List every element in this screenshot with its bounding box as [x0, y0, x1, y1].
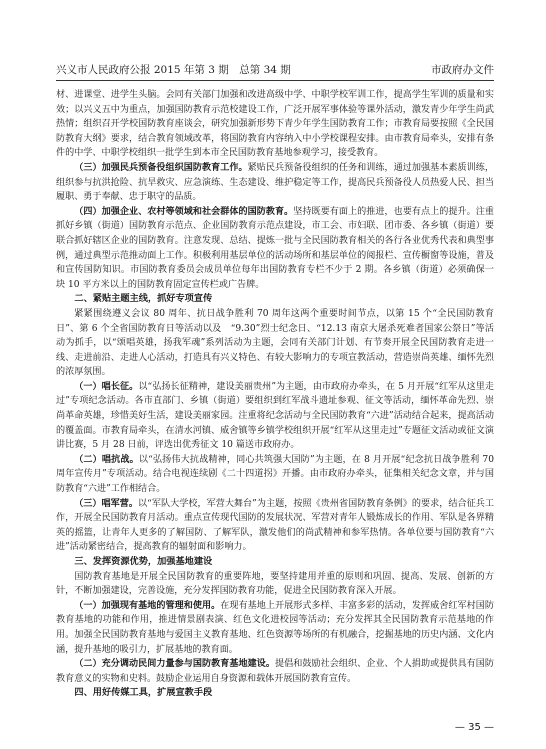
paragraph: 紧紧围绕遵义会议 80 周年、抗日战争胜利 70 周年这两个重要时间节点，以第 15 个“全民国防教育日”、第 6 个全省国防教育日等活动以及 “9.30”烈士纪念日、“12.13 南京大屠杀死难者国家公祭日”等活动为抓手，以“颂唱英雄，扬我军魂”系列活动为主题，会同有关部门计划、有节奏开展全民国防教育走进一线、走进前沿、走进人心活动，打造具有兴义特色、有较大影响力的专项宣教活动，营造崇尚英雄、缅怀先烈的浓厚氛围。 [56, 308, 494, 378]
publication-title: 兴义市人民政府公报 2015 年第 3 期 总第 34 期 [56, 64, 291, 76]
paragraph: 材、进课堂、进学生头脑。会同有关部门加强和改进高级中学、中职学校军训工作，提高学生军训的质量和实效；以兴义五中为重点，加强国防教育示范校建设工作，广泛开展军事体验等课外活动，激发青少年学生尚武热情；组织召开学校国防教育座谈会，研究加强新形势下青少年学生国防教育工作；市教育局要按照《全民国防教育大纲》要求，结合教育领域改革，将国防教育内容纳入中小学校课程安排。由市教育局牵头，安排有条件的中学、中职学校组织一批学生到本市全民国防教育基地参观学习，接受教育。 [56, 90, 494, 159]
subheading: （三）加强民兵预备役组织国防教育工作。 [74, 162, 248, 173]
paragraph [56, 205, 494, 293]
paragraph-text: 提倡和鼓励社会组织、企业、个人捐助或提供具有国防教育意义的实物和史料。鼓励企业运用自身资源和载体开展国防教育宣传。 [56, 659, 494, 684]
paragraph [56, 380, 494, 453]
paragraph-text: 紧贴民兵预备役组织的任务和训练，通过加强基本素质训练，组织参与抗洪抢险、抗旱救灾、应急演练、生态建设、维护稳定等工作，提高民兵预备役人员热爱人民、担当履职、勇于奉献、忠于职守的品质。 [56, 162, 494, 203]
document-body [56, 88, 494, 701]
section-heading: 四、用好传媒工具，扩展宣教手段 [74, 687, 213, 699]
subheading: （二）唱抗战。 [74, 454, 139, 465]
section-heading: 三、发挥资源优势，加强基地建设 [74, 556, 213, 567]
paragraph [56, 599, 494, 657]
subheading: （一）加强现有基地的管理和使用。 [74, 600, 221, 611]
section-title: 市政府办文件 [431, 64, 494, 76]
paragraph-text: 坚持既要有面上的推进，也要有点上的提升。注重抓好乡镇（街道）国防教育示范点、企业国防教育示范点建设，市工会、市妇联、团市委、各乡镇（街道）要联合抓好辖区企业的国防教育。注意发现、总结、提炼一批与全民国防教育相关的各行各业优秀代表和典型事例，通过典型示范推动面上工作。积极利用基层单位的活动场所和基层单位的阅报栏、宣传橱窗等设施，普及和宣传国防知识。市国防教育委员会成员单位每年出国防教育专栏不少于 2 期。各乡镇（街道）必须确保一块 10 平方米以上的国防教育固定宣传栏或广告牌。 [56, 206, 494, 290]
page-header [56, 62, 494, 81]
page-number: — 35 — [454, 722, 494, 733]
section-heading: 二、紧贴主题主线，抓好专项宣传 [74, 293, 213, 305]
paragraph-text: 在现有基地上开展形式多样、丰富多彩的活动，发挥威舍红军村国防教育基地的功能和作用，推进情景剧表演、红色文化进校园等活动；充分发挥其全民国防教育示范基地的作用。加强全民国防教育基地与爱国主义教育基地、红色资源等场所的有机融合，挖掘基地的历史内涵、文化内涵，提升基地的吸引力，扩展基地的教育面。 [56, 600, 494, 655]
paragraph-text: 以“军队大学校，军营大舞台”为主题，按照《贵州省国防教育条例》的要求，结合征兵工作，开展全民国防教育月活动。重点宣传现代国防的发展状况、军营对青年人锻炼成长的作用、军队是各界精英的摇篮，让青年人更多的了解国防、了解军队，激发他们的尚武精神和参军热情。各单位要与国防教育“六进”活动紧密结合，提高教育的辐射面和影响力。 [56, 498, 494, 553]
paragraph [56, 161, 494, 205]
subheading: （四）加强企业、农村等领域和社会群体的国防教育。 [74, 206, 294, 217]
paragraph: 国防教育基地是开展全民国防教育的重要阵地，要坚持建用并重的原则和巩固、提高、发展、创新的方针，不断加强建设，完善设施，充分发挥国防教育功能，促进全民国防教育深入开展。 [56, 571, 494, 597]
paragraph [56, 657, 494, 686]
paragraph [56, 453, 494, 497]
subheading: （三）唱军营。 [74, 498, 139, 509]
subheading: （一）唱长征。 [74, 381, 139, 392]
paragraph-text: 以“弘扬伟大抗战精神，同心共筑强大国防”为主题，在 8 月开展“纪念抗日战争胜利 70 周年宣传月”专项活动。结合电视连续剧《二十四道拐》开播。由市政府办牵头，征集相关纪念文章，并与国防教育“六进”工作相结合。 [56, 454, 494, 495]
paragraph-text: 以“弘扬长征精神，建设美丽贵州”为主题，由市政府办牵头，在 5 月开展“红军从这里走过”专项纪念活动。各市直部门、乡镇（街道）要组织到红军战斗遗址参观、征文等活动，缅怀革命先烈、崇尚革命英雄，珍惜美好生活，建设美丽家园。注重将纪念活动与全民国防教育“六进”活动结合起来，提高活动的覆盖面。市教育局牵头，在清水河镇、威舍镇等乡镇学校组织开展“红军从这里走过”专题征文活动或征文演讲比赛，5 月 28 日前，评选出优秀征文 10 篇送市政府办。 [56, 381, 494, 451]
subheading: （二）充分调动民间力量参与国防教育基地建设。 [74, 659, 275, 670]
paragraph [56, 497, 494, 555]
